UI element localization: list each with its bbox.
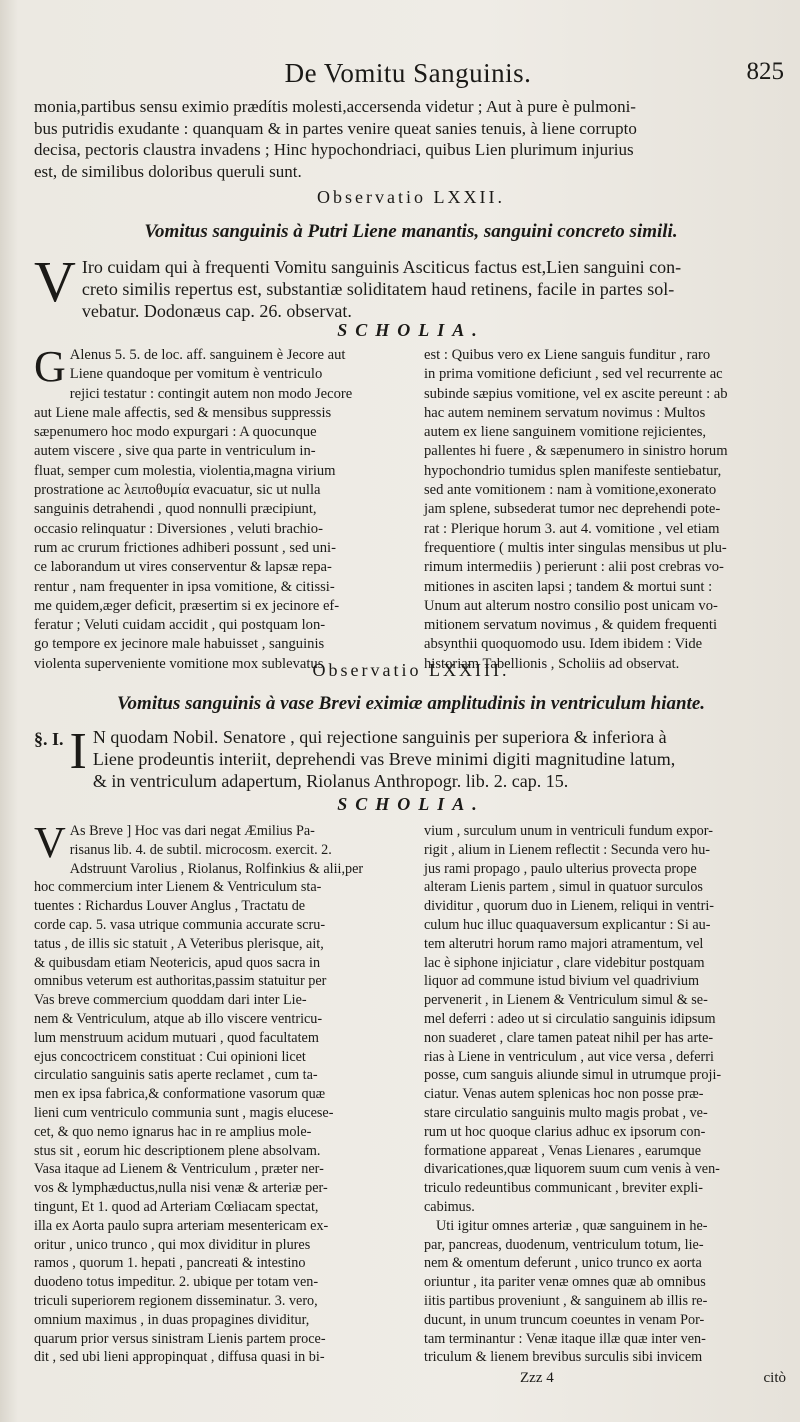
text-line: iitis partibus proveniunt , & sanguinem ab illis re-: [424, 1292, 708, 1309]
drop-cap: V: [34, 818, 66, 867]
text-line: Adstruunt Varolius , Riolanus, Rolfinkius & alii,per: [69, 860, 364, 877]
text-line: Alenus 5. 5. de loc. aff. sanguinem è Jecore aut: [69, 347, 346, 363]
text-line: formatione appareat , Venas Lienares , earumque: [424, 1142, 702, 1159]
drop-cap: V: [34, 249, 76, 314]
text-line: fluat, semper cum molestia, violentia,magna virium: [34, 462, 336, 479]
text-line: sanguinis detrahendi , quod nonnulli præcipiunt,: [34, 501, 317, 518]
text-line: sæpenumero hoc modo expurgari : A quocunque: [34, 424, 317, 441]
text-line: violenta superveniente vomitione mox sublevatus: [34, 655, 324, 672]
intro-paragraph: [34, 96, 788, 182]
signature-mark: Zzz 4: [520, 1370, 554, 1386]
text-line: ejus concoctricem constituat : Cui opinioni licet: [34, 1048, 306, 1065]
text-line: Liene prodeuntis interiit, deprehendi vas Breve minimi digiti magnitudine latum,: [92, 749, 676, 769]
text-line: pervenerit , in Lienem & Ventriculum simul & se-: [424, 992, 708, 1009]
text-line: illa ex Aorta paulo supra arteriam mesentericam ex-: [34, 1217, 329, 1234]
running-title: De Vomitu Sanguinis.: [284, 58, 532, 88]
text-line: autem ex liene sanguinem vomitione rejicientes,: [424, 424, 707, 441]
text-line: ciatur. Venas autem splenicas hoc non posse præ-: [424, 1086, 704, 1103]
text-line: N quodam Nobil. Senatore , qui rejectione sanguinis per superiora & inferiora à: [92, 727, 667, 747]
text-line: jam splene, subsederat tumor nec deprehendi pote-: [424, 501, 721, 518]
text-line: ducunt, in unum truncum coeuntes in venam Por-: [424, 1311, 705, 1328]
text-line: non suaderet , clare tamen pateat nihil per has arte-: [424, 1029, 714, 1046]
text-line: stare circulatio sanguinis multo magis probat , ve-: [424, 1104, 708, 1121]
text-line: risanus lib. 4. de subtil. microcosm. exercit. 2.: [69, 841, 332, 858]
text-line: jus rami propago , paulo ulterius provecta prope: [424, 860, 697, 877]
text-line: decisa, pectoris claustra invadens ; Hinc hypochondriaci, quibus Lien plurimum injurius: [34, 140, 634, 159]
scholia-left-column: [34, 818, 396, 1367]
text-line: rum ut hoc quoque clarius adhuc ex ipsorum con-: [424, 1123, 706, 1140]
text-line: rum ac crurum frictiones adhiberi possunt , sed uni-: [34, 539, 336, 556]
text-line: autem viscere , sive qua parte in ventriculum in-: [34, 443, 316, 460]
text-line: lum menstruum acidum mutuari , quod facultatem: [34, 1029, 319, 1046]
text-line: sed ante vomitionem : nam à vomitione,exonerato: [424, 482, 717, 499]
text-line: omnium maximus , in duas propagines dividitur,: [34, 1311, 310, 1328]
scholia-left-column: [34, 342, 396, 674]
text-line: hoc commercium inter Lienem & Ventriculum sta-: [34, 879, 322, 896]
text-line: dit , sed ubi lieni appropinquat , diffusa quasi in bi-: [34, 1349, 325, 1366]
text-line: occasio relinquatur : Diversiones , veluti brachio-: [34, 520, 323, 537]
text-line: men ex ipsa fabrica,& conformatione vasorum quæ: [34, 1086, 326, 1103]
text-line: tam terminantur : Venæ itaque illæ quæ inter ven-: [424, 1330, 706, 1347]
text-line: feratur ; Veluti cuidam accidit , qui postquam lon-: [34, 617, 326, 634]
text-line: vebatur. Dodonæus cap. 26. observat.: [81, 301, 352, 321]
text-line: creto similis repertus est, substantiæ soliditatem haud retinens, facile in partes sol-: [81, 279, 675, 299]
drop-cap: I: [69, 723, 87, 780]
scholia-heading: SCHOLIA.: [337, 794, 485, 814]
text-line: tatus , de illis sic statuit , A Veteribus plerisque, ait,: [34, 935, 324, 952]
text-line: est : Quibus vero ex Liene sanguis funditur , raro: [424, 347, 711, 363]
text-line: stus sit , eorum hic descriptionem plene absolvam.: [34, 1142, 321, 1159]
text-line: & in ventriculum adapertum, Riolanus Anthropogr. lib. 2. cap. 15.: [92, 771, 569, 791]
drop-cap: G: [34, 342, 66, 391]
text-line: duodeno totus impeditur. 2. ubique per totam ven-: [34, 1274, 319, 1291]
text-line: cabimus.: [424, 1198, 475, 1215]
text-line: ramos , quorum 1. hepati , pancreati & intestino: [34, 1255, 306, 1272]
text-line: Iro cuidam qui à frequenti Vomitu sanguinis Asciticus factus est,Lien sanguini con-: [81, 257, 682, 277]
text-line: divaricationes,quæ liquorem suum cum venis à ven-: [424, 1161, 720, 1178]
observation-subtitle: Vomitus sanguinis à vase Brevi eximiæ amplitudinis in ventriculum hiante.: [116, 693, 706, 714]
text-line: historiam Tabellionis , Scholiis ad observat.: [424, 655, 680, 672]
text-line: rigit , alium in Lienem reflectit : Secunda vero hu-: [424, 841, 711, 858]
text-line: par, pancreas, duodenum, ventriculum totum, lie-: [424, 1236, 704, 1253]
text-line: absynthii quoquomodo usu. Idem ibidem : Vide: [424, 636, 703, 653]
scholia-heading: SCHOLIA.: [337, 320, 485, 340]
text-line: hac autem neminem servatum novimus : Multos: [424, 404, 706, 421]
text-line: pallentes hi fuere , & sæpenumero in sinistro horum: [424, 443, 728, 460]
observation-text: [34, 723, 788, 792]
text-line: mitiones in asciten lapsi ; tandem & mortui sunt :: [424, 578, 713, 595]
text-line: rejici testatur : contingit autem non modo Jecore: [69, 385, 353, 402]
text-line: lieni cum ventriculo communia sunt , magis elucese-: [34, 1104, 334, 1121]
text-line: triculo redeuntibus communicant , breviter expli-: [424, 1180, 703, 1197]
text-line: me quidem,æger deficit, præsertim si ex jecinore ef-: [34, 597, 340, 614]
text-line: Liene quandoque per vomitum è ventriculo: [69, 366, 323, 383]
section-mark: §. I.: [34, 729, 64, 749]
running-header: [32, 58, 784, 92]
text-line: oriuntur , ita pariter venæ omnes quæ ab omnibus: [424, 1274, 706, 1291]
text-line: go tempore ex jecinore male habuisset , sanguinis: [34, 636, 325, 653]
text-line: vos & lymphæductus,nulla nisi venæ & arteriæ per-: [34, 1180, 328, 1197]
text-line: omnibus veterum est authoritas,passim statuitur per: [34, 973, 327, 990]
text-line: lac è siphone injiciatur , clare videbitur postquam: [424, 954, 705, 971]
text-line: tem alterutri horum ramo majori atramentum, vel: [424, 935, 704, 952]
text-line: posse, cum sanguis aliunde simul in utrumque proji-: [424, 1067, 722, 1084]
text-line: tuentes : Richardus Louver Anglus , Tractatu de: [34, 898, 306, 915]
text-line: ce laborandum ut vires conserventur & lapsæ repa-: [34, 559, 332, 576]
text-line: cet, & quo nemo ignarus hac in re amplius mole-: [34, 1123, 312, 1140]
text-line: subinde sæpius vomitione, vel ex ascite pereunt : ab: [424, 385, 728, 402]
scholia-right-column: [424, 346, 786, 674]
text-line: Uti igitur omnes arteriæ , quæ sanguinem in he-: [436, 1217, 708, 1234]
observation-heading: Observatio LXXIII.: [312, 660, 510, 680]
text-line: Vas breve commercium quoddam dari inter Lie-: [34, 992, 307, 1009]
text-line: liquor ad commune istud bivium vel quadrivium: [424, 973, 700, 990]
text-line: tingunt, Et 1. quod ad Arteriam Cœliacam spectat,: [34, 1198, 319, 1215]
text-line: & quibusdam etiam Neotericis, apud quos sacra in: [34, 954, 321, 971]
text-line: As Breve ] Hoc vas dari negat Æmilius Pa-: [69, 823, 315, 839]
text-line: mel deferri : adeo ut si circulatio sanguinis idipsum: [424, 1010, 716, 1027]
text-line: corde cap. 5. vasa utrique communia accurate scru-: [34, 916, 326, 933]
text-line: circulatio sanguinis satis aperte reclamet , cum ta-: [34, 1067, 318, 1084]
text-line: alteram Lienis partem , simul in quatuor surculos: [424, 879, 703, 896]
text-line: triculum & lienem brevibus surculis sibi invicem: [424, 1349, 703, 1366]
text-line: frequentiore ( multis inter singulas mensibus ut plu-: [424, 539, 727, 556]
text-line: in prima vomitione deficiunt , sed vel recurrente ac: [424, 366, 723, 383]
observation-text: [34, 249, 788, 322]
text-line: triculi superiorem regionem disseminatur. 3. vero,: [34, 1292, 318, 1309]
text-line: vium , surculum unum in ventriculi fundum expor-: [424, 823, 713, 839]
text-line: aut Liene male affectis, sed & mensibus suppressis: [34, 404, 332, 421]
text-line: nem & omentum deferunt , unico trunco ex aorta: [424, 1255, 702, 1272]
scholia-right-column: [424, 822, 786, 1367]
text-line: dividitur , quorum duo in Lienem, reliqui in ventri-: [424, 898, 715, 915]
page-number: 825: [746, 58, 784, 85]
observation-heading: Observatio LXXII.: [317, 187, 505, 207]
text-line: Unum aut alterum nostro consilio post unicam vo-: [424, 597, 718, 614]
text-line: rentur , nam frequenter in ipsa vomitione, & citissi-: [34, 578, 335, 595]
text-line: est, de similibus doloribus queruli sunt.: [34, 161, 302, 181]
text-line: rias à Liene in ventriculum , aut vice versa , deferri: [424, 1048, 714, 1065]
text-line: rat : Plerique horum 3. aut 4. vomitione , vel etiam: [424, 520, 720, 537]
text-line: oritur , unico trunco , qui mox dividitur in plures: [34, 1236, 311, 1253]
text-line: hypochondrio tumidus splen manifeste sentiebatur,: [424, 462, 722, 479]
text-line: Vasa itaque ad Lienem & Ventriculum , præter ner-: [34, 1161, 324, 1178]
text-line: bus putridis exudante : quanquam & in partes venire queat sanies tenuis, à liene corrupto: [34, 118, 637, 138]
text-line: mitionem servatum novimus , & quidem frequenti: [424, 617, 718, 634]
text-line: quarum prior versus sinistram Lienis partem proce-: [34, 1330, 326, 1347]
text-line: rimum intermediis ) perierunt : alii post crebras vo-: [424, 559, 724, 576]
text-line: monia,partibus sensu eximio prædítis molesti,accersenda videtur ; Aut à pure è pulmoni-: [34, 97, 636, 116]
text-line: prostratione ac λειποθυμία evacuatur, sic ut nulla: [34, 482, 321, 499]
text-line: nem & Ventriculum, atque ab illo viscere ventricu-: [34, 1010, 323, 1027]
catchword: citò: [763, 1370, 786, 1386]
observation-subtitle: Vomitus sanguinis à Putri Liene manantis, sanguini concreto simili.: [144, 221, 678, 242]
text-line: culum huc illuc quaquaversum explicantur : Si au-: [424, 916, 711, 933]
